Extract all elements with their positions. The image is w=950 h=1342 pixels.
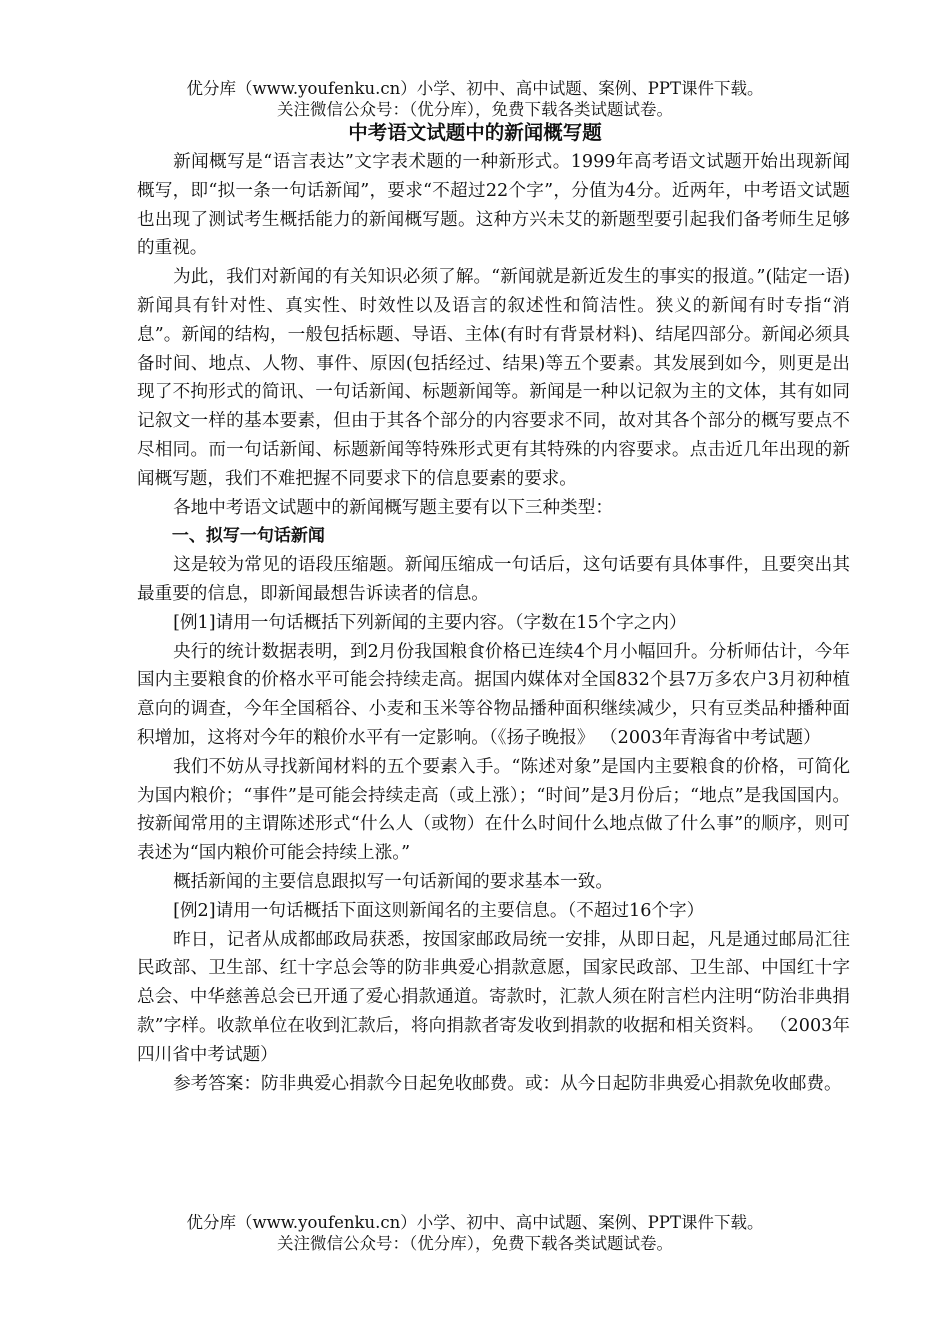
header-line-1: 优分库（www.youfenku.cn）小学、初中、高中试题、案例、PPT课件下载。 bbox=[186, 79, 764, 98]
paragraph-summary-note: 概括新闻的主要信息跟拟写一句话新闻的要求基本一致。 bbox=[173, 871, 613, 892]
section-heading-one-sentence-news: 一、拟写一句话新闻 bbox=[171, 526, 325, 547]
header-line-2: 关注微信公众号：（优分库），免费下载各类试题试卷。 bbox=[277, 100, 673, 119]
paragraph-example-2-prompt: [例2]请用一句话概括下面这则新闻名的主要信息。（不超过16个字） bbox=[173, 900, 705, 921]
footer-line-1: 优分库（www.youfenku.cn）小学、初中、高中试题、案例、PPT课件下载。 bbox=[186, 1213, 764, 1232]
paragraph-intro: 新闻概写是“语言表达”文字表术题的一种新形式。1999年高考语文试题开始出现新闻概写，即“拟一条一句话新闻”，要求“不超过22个字”，分值为4分。近两年，中考语文试题也出现了测试考生概括能力的新闻概写题。这种方兴未艾的新题型要引起我们备考师生足够的重视。 bbox=[137, 152, 850, 259]
article-body bbox=[137, 148, 850, 1098]
paragraph-example-1-prompt: [例1]请用一句话概括下列新闻的主要内容。（字数在15个字之内） bbox=[173, 612, 687, 633]
paragraph-example-2-news: 昨日，记者从成都邮政局获悉，按国家邮政局统一安排，从即日起，凡是通过邮局汇往民政部、卫生部、红十字总会等的防非典爱心捐款意愿，国家民政部、卫生部、中国红十字总会、中华慈善总会已开通了爱心捐款通道。寄款时，汇款人须在附言栏内注明“防治非典捐款”字样。收款单位在收到汇款后，将向捐款者寄发收到捐款的收据和相关资料。 （2003年四川省中考试题） bbox=[137, 929, 850, 1065]
paragraph-types-intro: 各地中考语文试题中的新闻概写题主要有以下三种类型： bbox=[173, 497, 613, 518]
paragraph-section-intro: 这是较为常见的语段压缩题。新闻压缩成一句话后，这句话要有具体事件，且要突出其最重要的信息，即新闻最想告诉读者的信息。 bbox=[137, 555, 850, 604]
paragraph-example-2-answer: 参考答案：防非典爱心捐款今日起免收邮费。或：从今日起防非典爱心捐款免收邮费。 bbox=[173, 1073, 842, 1094]
paragraph-example-1-analysis: 我们不妨从寻找新闻材料的五个要素入手。“陈述对象”是国内主要粮食的价格，可简化为国内粮价；“事件”是可能会持续走高（或上涨）；“时间”是3月份后；“地点”是我国国内。按新闻常用的主谓陈述形式“什么人（或物）在什么时间什么地点做了什么事”的顺序，则可表述为“国内粮价可能会持续上涨。” bbox=[137, 756, 850, 864]
paragraph-example-1-news: 央行的统计数据表明，到2月份我国粮食价格已连续4个月小幅回升。分析师估计，今年国内主要粮食的价格水平可能会持续走高。据国内媒体对全国832个县7万多农户3月初种植意向的调查，今年全国稻谷、小麦和玉米等谷物品播种面积继续减少，只有豆类品种播种面积增加，这将对今年的粮价水平有一定影响。（《扬子晚报》 （2003年青海省中考试题） bbox=[137, 641, 850, 748]
footer-line-2: 关注微信公众号：（优分库），免费下载各类试题试卷。 bbox=[277, 1234, 673, 1253]
page-title: 中考语文试题中的新闻概写题 bbox=[348, 121, 602, 144]
paragraph-news-knowledge: 为此，我们对新闻的有关知识必须了解。“新闻就是新近发生的事实的报道。”(陆定一语) 新闻具有针对性、真实性、时效性以及语言的叙述性和简洁性。狭义的新闻有时专指“消息”。新闻的结构，一般包括标题、导语、主体(有时有背景材料)、结尾四部分。新闻必须具备时间、地点、人物、事件、原因(包括经过、结果)等五个要素。其发展到如今，则更是出现了不拘形式的简讯、一句话新闻、标题新闻等。新闻是一种以记叙为主的文体，其有如同记叙文一样的基本要素，但由于其各个部分的内容要求不同，故对其各个部分的概写要点不尽相同。而一句话新闻、标题新闻等特殊形式更有其特殊的内容要求。点击近几年出现的新闻概写题，我们不难把握不同要求下的信息要素的要求。 bbox=[137, 267, 850, 489]
